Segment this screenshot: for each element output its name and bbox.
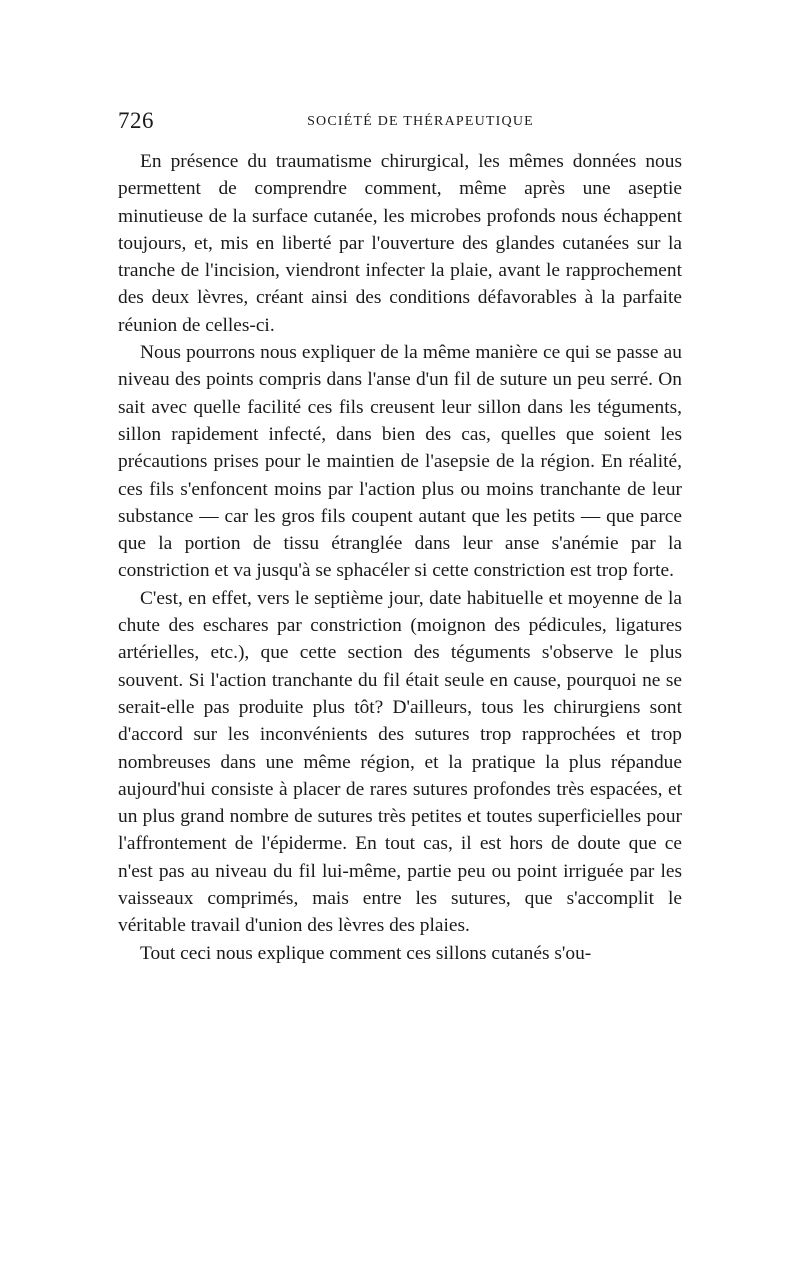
paragraph-4: Tout ceci nous explique comment ces sillons cutanés s'ou- <box>140 942 592 964</box>
paragraph-3: C'est, en effet, vers le septième jour, date habituelle et moyenne de la chute des eschares par constriction (moignon des pédicules, ligatures artérielles, etc.), que cette section des téguments s'observe le plus souvent. Si l'action tranchante du fil était seule en cause, pourquoi ne se serait-elle pas produite plus tôt? D'ailleurs, tous les chirurgiens sont d'accord sur les inconvénients des sutures trop rapprochées et trop nombreuses dans une même région, et la pratique la plus répandue aujourd'hui consiste à placer de rares sutures profondes très espacées, et un plus grand nombre de sutures très petites et toutes superficielles pour l'affrontement de l'épiderme. En tout cas, il est hors de doute que ce n'est pas au niveau du fil lui-même, partie peu ou point irriguée par les vaisseaux comprimés, mais entre les sutures, que s'accomplit le véritable travail d'union des lèvres des plaies. <box>118 587 682 937</box>
page-number: 726 <box>118 108 154 133</box>
page-header <box>118 108 683 140</box>
body-text <box>118 148 682 967</box>
running-title: SOCIÉTÉ DE THÉRAPEUTIQUE <box>307 114 534 129</box>
paragraph-2: Nous pourrons nous expliquer de la même manière ce qui se passe au niveau des points compris dans l'anse d'un fil de suture un peu serré. On sait avec quelle facilité ces fils creusent leur sillon dans les téguments, sillon rapidement infecté, dans bien des cas, quelles que soient les précautions prises pour le maintien de l'asepsie de la région. En réalité, ces fils s'enfoncent moins par l'action plus ou moins tranchante de leur substance — car les gros fils coupent autant que les petits — que parce que la portion de tissu étranglée dans leur anse s'anémie par la constriction et va jusqu'à se sphacéler si cette constriction est trop forte. <box>118 342 682 582</box>
paragraph-1: En présence du traumatisme chirurgical, les mêmes données nous permettent de comprendre comment, même après une aseptie minutieuse de la surface cutanée, les microbes profonds nous échappent toujours, et, mis en liberté par l'ouverture des glandes cutanées sur la tranche de l'incision, viendront infecter la plaie, avant le rapprochement des deux lèvres, créant ainsi des conditions défavorables à la parfaite réunion de celles-ci. <box>118 151 682 336</box>
